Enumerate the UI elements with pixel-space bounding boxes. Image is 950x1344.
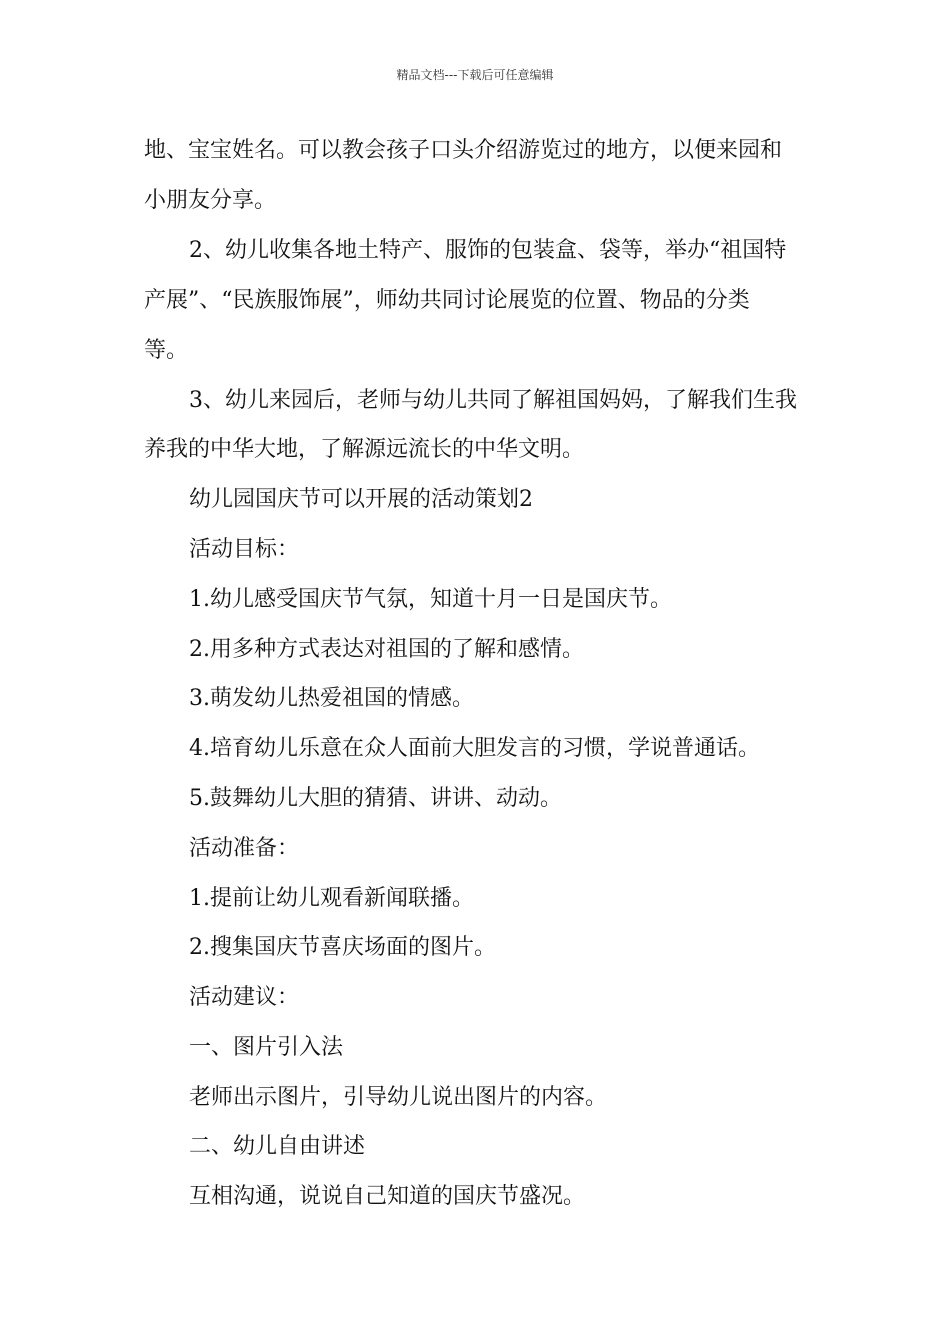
paragraph-line: 养我的中华大地，了解源远流长的中华文明。 <box>144 437 585 462</box>
section-heading: 活动建议： <box>189 985 300 1010</box>
page-header: 精品文档---下载后可任意编辑 <box>396 68 554 82</box>
list-item: 2.用多种方式表达对祖国的了解和感情。 <box>189 637 584 662</box>
list-item: 5.鼓舞幼儿大胆的猜猜、讲讲、动动。 <box>189 786 562 811</box>
section-title: 幼儿园国庆节可以开展的活动策划2 <box>189 487 533 512</box>
list-item: 4.培育幼儿乐意在众人面前大胆发言的习惯，学说普通话。 <box>189 736 760 761</box>
paragraph-line: 地、宝宝姓名。可以教会孩子口头介绍游览过的地方，以便来园和 <box>144 138 783 163</box>
subsection-heading: 二、幼儿自由讲述 <box>189 1134 366 1159</box>
paragraph-line: 等。 <box>144 338 189 363</box>
paragraph-line: 产展”、“民族服饰展”，师幼共同讨论展览的位置、物品的分类 <box>144 288 750 313</box>
paragraph-line: 小朋友分享。 <box>144 188 277 213</box>
list-item: 1.幼儿感受国庆节气氛，知道十月一日是国庆节。 <box>189 587 672 612</box>
list-item: 2.搜集国庆节喜庆场面的图片。 <box>189 935 496 960</box>
paragraph-line: 2、幼儿收集各地土特产、服饰的包装盒、袋等，举办“祖国特 <box>189 238 787 263</box>
subsection-heading: 一、图片引入法 <box>189 1035 344 1060</box>
paragraph-line: 老师出示图片，引导幼儿说出图片的内容。 <box>189 1085 608 1110</box>
list-item: 3.萌发幼儿热爱祖国的情感。 <box>189 686 474 711</box>
paragraph-line: 互相沟通，说说自己知道的国庆节盛况。 <box>189 1184 586 1209</box>
section-heading: 活动目标： <box>189 537 300 562</box>
paragraph-line: 3、幼儿来园后，老师与幼儿共同了解祖国妈妈，了解我们生我 <box>189 388 797 413</box>
section-heading: 活动准备： <box>189 836 300 861</box>
list-item: 1.提前让幼儿观看新闻联播。 <box>189 886 474 911</box>
